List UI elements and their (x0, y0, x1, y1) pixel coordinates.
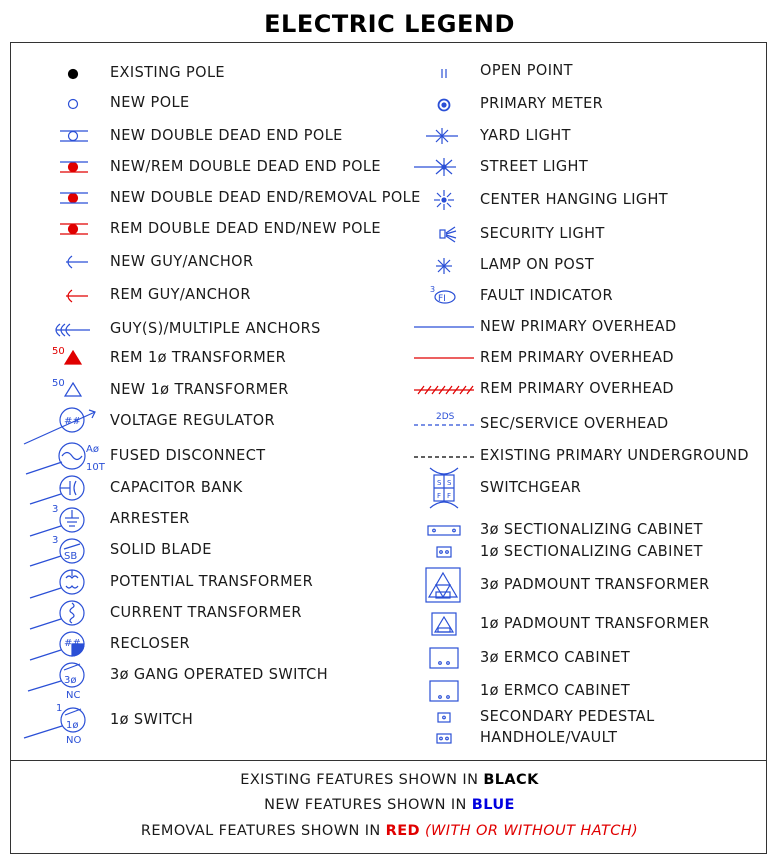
footer-hatch-note: (WITH OR WITHOUT HATCH) (424, 823, 639, 839)
rem-double-dead-end-new-pole-icon (60, 224, 88, 234)
svg-text:S: S (447, 479, 452, 487)
svg-text:##: ## (64, 416, 81, 427)
footer-black-keyword: BLACK (483, 772, 539, 788)
footer-existing-note (0, 772, 779, 788)
three-phase-padmount-transformer-icon (426, 568, 460, 602)
three-phase-ermco-cabinet-icon (430, 648, 458, 668)
label-rem-transformer: REM 1ø TRANSFORMER (110, 349, 287, 367)
svg-text:2DS: 2DS (436, 412, 455, 422)
footer-red-keyword: RED (385, 823, 420, 839)
new-pole-icon (69, 100, 78, 109)
legend-title: ELECTRIC LEGEND (264, 10, 515, 38)
label-primary-meter: PRIMARY METER (480, 95, 604, 113)
svg-text:S: S (437, 479, 442, 487)
label-rem-guy-anchor: REM GUY/ANCHOR (110, 286, 251, 304)
lamp-on-post-icon (436, 258, 452, 274)
label-voltage-regulator: VOLTAGE REGULATOR (110, 412, 275, 430)
svg-text:3ø: 3ø (64, 675, 77, 686)
svg-text:10T: 10T (86, 462, 105, 473)
single-phase-padmount-transformer-icon (432, 613, 456, 635)
label-new-primary-overhead: NEW PRIMARY OVERHEAD (480, 318, 677, 336)
label-single-phase-sectionalizing-cabinet: 1ø SECTIONALIZING CABINET (480, 543, 703, 561)
label-secondary-pedestal: SECONDARY PEDESTAL (480, 708, 655, 726)
new-transformer-icon (52, 378, 81, 396)
svg-text:Aø: Aø (86, 444, 99, 455)
label-single-phase-ermco-cabinet: 1ø ERMCO CABINET (480, 682, 631, 700)
arrester-icon (30, 504, 84, 536)
label-yard-light: YARD LIGHT (480, 127, 571, 145)
solid-blade-icon (30, 535, 84, 566)
current-transformer-icon (30, 601, 84, 629)
street-light-icon (414, 158, 456, 176)
label-street-light: STREET LIGHT (480, 158, 589, 176)
switchgear-icon (430, 468, 458, 508)
label-arrester: ARRESTER (110, 510, 190, 528)
yard-light-icon (426, 128, 458, 144)
footer-removal-text: REMOVAL FEATURES SHOWN IN (140, 823, 386, 839)
new-guy-anchor-icon (66, 256, 88, 268)
svg-text:1: 1 (56, 703, 63, 714)
label-rem-double-dead-end-new-pole: REM DOUBLE DEAD END/NEW POLE (110, 220, 381, 238)
single-phase-ermco-cabinet-icon (430, 681, 458, 701)
label-solid-blade: SOLID BLADE (110, 541, 212, 559)
label-fault-indicator: FAULT INDICATOR (480, 287, 613, 305)
label-new-guy-anchor: NEW GUY/ANCHOR (110, 253, 254, 271)
svg-text:NO: NO (66, 735, 82, 746)
label-new-rem-double-dead-end-pole: NEW/REM DOUBLE DEAD END POLE (110, 158, 381, 176)
primary-meter-icon (439, 100, 450, 111)
footer-existing-text: EXISTING FEATURES SHOWN IN (240, 772, 484, 788)
label-recloser: RECLOSER (110, 635, 190, 653)
label-capacitor-bank: CAPACITOR BANK (110, 479, 243, 497)
svg-text:NC: NC (66, 690, 81, 701)
potential-transformer-icon (30, 570, 84, 598)
gang-operated-switch-icon (28, 663, 84, 701)
rem-transformer-icon (52, 346, 81, 364)
label-multiple-anchors: GUY(S)/MULTIPLE ANCHORS (110, 320, 321, 338)
new-double-dead-end-removal-pole-icon (60, 193, 88, 203)
label-gang-operated-switch: 3ø GANG OPERATED SWITCH (110, 666, 328, 684)
label-existing-primary-underground: EXISTING PRIMARY UNDERGROUND (480, 447, 749, 465)
three-phase-sectionalizing-cabinet-icon (428, 526, 460, 535)
svg-text:3: 3 (52, 504, 59, 515)
footer-blue-keyword: BLUE (471, 797, 515, 813)
label-current-transformer: CURRENT TRANSFORMER (110, 604, 302, 622)
label-switchgear: SWITCHGEAR (480, 479, 582, 497)
svg-text:##: ## (64, 638, 81, 649)
label-single-phase-padmount-transformer: 1ø PADMOUNT TRANSFORMER (480, 615, 710, 633)
capacitor-bank-icon (30, 476, 84, 504)
label-fused-disconnect: FUSED DISCONNECT (110, 447, 266, 465)
footer-new-text: NEW FEATURES SHOWN IN (264, 797, 472, 813)
label-three-phase-sectionalizing-cabinet: 3ø SECTIONALIZING CABINET (480, 521, 703, 539)
handhole-vault-icon (437, 734, 451, 743)
sec-service-overhead-line-icon (414, 412, 474, 425)
svg-text:50: 50 (52, 346, 65, 357)
voltage-regulator-icon (24, 408, 95, 444)
secondary-pedestal-icon (438, 713, 450, 722)
single-phase-switch-icon (24, 703, 85, 746)
label-new-transformer: NEW 1ø TRANSFORMER (110, 381, 289, 399)
multiple-anchors-icon (56, 324, 90, 336)
new-double-dead-end-pole-icon (60, 131, 88, 141)
existing-pole-icon (69, 70, 78, 79)
label-new-double-dead-end-removal-pole: NEW DOUBLE DEAD END/REMOVAL POLE (110, 189, 421, 207)
svg-text:F: F (437, 492, 442, 500)
footer-removal-note (0, 823, 779, 839)
label-existing-pole: EXISTING POLE (110, 64, 225, 82)
svg-text:FI: FI (438, 294, 446, 304)
label-new-double-dead-end-pole: NEW DOUBLE DEAD END POLE (110, 127, 343, 145)
fused-disconnect-icon (26, 443, 106, 474)
label-open-point: OPEN POINT (480, 62, 573, 80)
rem-guy-anchor-icon (66, 290, 88, 302)
label-rem-primary-overhead: REM PRIMARY OVERHEAD (480, 349, 674, 367)
label-security-light: SECURITY LIGHT (480, 225, 605, 243)
svg-text:3: 3 (430, 285, 436, 294)
svg-text:F: F (447, 492, 452, 500)
recloser-icon (30, 632, 84, 660)
fault-indicator-icon (430, 285, 455, 304)
label-three-phase-padmount-transformer: 3ø PADMOUNT TRANSFORMER (480, 576, 710, 594)
label-center-hanging-light: CENTER HANGING LIGHT (480, 191, 669, 209)
footer-new-note (0, 797, 779, 813)
open-point-icon (442, 69, 446, 78)
label-single-phase-switch: 1ø SWITCH (110, 711, 194, 729)
center-hanging-light-icon (434, 190, 454, 210)
label-rem-primary-overhead-hatched: REM PRIMARY OVERHEAD (480, 380, 674, 398)
svg-text:3: 3 (52, 535, 59, 546)
label-handhole-vault: HANDHOLE/VAULT (480, 729, 618, 747)
rem-primary-overhead-hatched-line-icon (414, 386, 474, 394)
label-potential-transformer: POTENTIAL TRANSFORMER (110, 573, 314, 591)
svg-text:1ø: 1ø (66, 720, 79, 731)
label-sec-service-overhead: SEC/SERVICE OVERHEAD (480, 415, 669, 433)
svg-text:50: 50 (52, 378, 65, 389)
svg-text:SB: SB (64, 551, 78, 562)
security-light-icon (440, 227, 456, 242)
new-rem-double-dead-end-pole-icon (60, 162, 88, 172)
label-lamp-on-post: LAMP ON POST (480, 256, 595, 274)
label-three-phase-ermco-cabinet: 3ø ERMCO CABINET (480, 649, 631, 667)
single-phase-sectionalizing-cabinet-icon (437, 547, 451, 557)
label-new-pole: NEW POLE (110, 94, 190, 112)
